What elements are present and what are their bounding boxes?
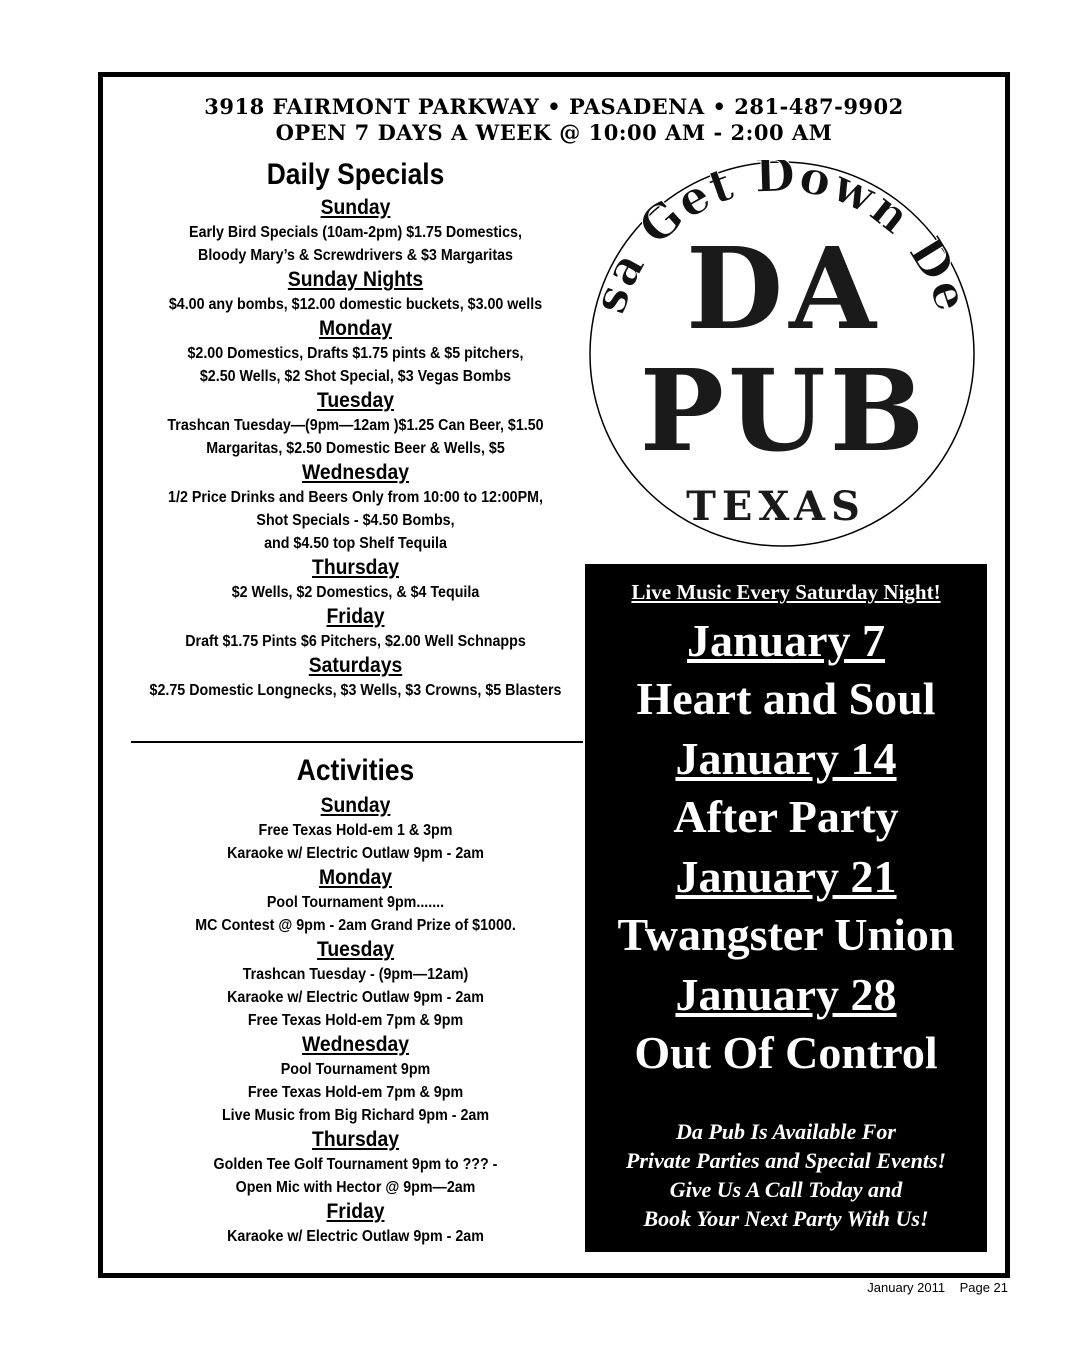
activities-line: Karaoke w/ Electric Outlaw 9pm - 2am [227,845,484,862]
activities-line: Free Texas Hold-em 1 & 3pm [258,822,453,839]
specials-day-heading: Thursday [312,556,399,579]
activities-line: MC Contest @ 9pm - 2am Grand Prize of $1000. [195,917,516,934]
activities-line: Pool Tournament 9pm....... [266,894,445,911]
specials-line: Trashcan Tuesday—(9pm—12am )$1.25 Can Beer, $1.50 [167,417,544,434]
activities-day-heading: Tuesday [317,938,394,961]
specials-day-heading: Friday [326,605,385,628]
specials-line: $2.75 Domestic Longnecks, $3 Wells, $3 Crowns, $5 Blasters [149,682,562,699]
event-band: Twangster Union [617,909,955,960]
activities-line: Live Music from Big Richard 9pm - 2am [221,1107,490,1124]
event-date: January 28 [675,969,897,1020]
page-footer [867,1280,1008,1295]
logo-da: DA [685,224,883,355]
private-party-line: Give Us A Call Today and [669,1177,903,1202]
specials-line: $2.50 Wells, $2 Shot Special, $3 Vegas Bombs [199,368,512,385]
event-date: January 14 [675,733,897,784]
specials-line: and $4.50 top Shelf Tequila [264,535,447,552]
activities-day-heading: Wednesday [301,1033,410,1056]
activities-day-heading: Sunday [320,794,391,817]
activities-line: Karaoke w/ Electric Outlaw 9pm - 2am [227,989,484,1006]
specials-line: $4.00 any bombs, $12.00 domestic buckets, $3.00 wells [168,296,543,313]
logo-texas: TEXAS [686,483,866,530]
section-divider [131,741,583,743]
live-music-panel [585,564,987,1252]
logo-arc-text: a Get Down De [593,160,976,320]
specials-line: Margaritas, $2.50 Domestic Beer & Wells, $5 [206,440,505,457]
private-party-line: Da Pub Is Available For [675,1119,896,1144]
specials-line: Shot Specials - $4.50 Bombs, [256,512,455,529]
hours-line: OPEN 7 DAYS A WEEK @ 10:00 AM - 2:00 AM [275,120,833,145]
activities-line: Trashcan Tuesday - (9pm—12am) [242,966,469,983]
da-pub-logo [588,160,976,548]
activities-line: Free Texas Hold-em 7pm & 9pm [247,1084,464,1101]
daily-specials-title: Daily Specials [266,158,445,191]
specials-day-heading: Saturdays [308,654,403,677]
address-line: 3918 FAIRMONT PARKWAY • PASADENA • 281-487-9902 [204,94,904,119]
specials-day-heading: Sunday Nights [287,268,424,291]
specials-line: $2.00 Domestics, Drafts $1.75 pints & $5 pitchers, [187,345,524,362]
specials-line: $2 Wells, $2 Domestics, & $4 Tequila [231,584,480,601]
activities-day-heading: Thursday [312,1128,399,1151]
specials-line: Early Bird Specials (10am-2pm) $1.75 Domestics, [189,224,522,241]
activities-line: Open Mic with Hector @ 9pm—2am [235,1179,476,1196]
event-date: January 21 [675,851,897,902]
private-party-line: Private Parties and Special Events! [625,1148,947,1173]
live-music-heading: Live Music Every Saturday Night! [631,580,941,604]
activities-day-heading: Monday [319,866,392,889]
activities-day-heading: Friday [326,1200,385,1223]
activities-list [103,793,608,1248]
specials-day-heading: Monday [319,317,392,340]
activities-section [103,749,608,1248]
event-band: After Party [673,791,899,842]
activities-line: Golden Tee Golf Tournament 9pm to ??? - [213,1156,498,1173]
activities-line: Pool Tournament 9pm [280,1061,431,1078]
specials-line: Bloody Mary’s & Screwdrivers & $3 Margaritas [198,247,513,264]
specials-line: 1/2 Price Drinks and Beers Only from 10:00 to 12:00PM, [168,489,543,506]
event-band: Heart and Soul [636,673,936,724]
logo-pub: PUB [639,346,929,477]
event-band: Out Of Control [634,1027,938,1078]
issue-date: January 2011 [867,1280,946,1295]
activities-line: Free Texas Hold-em 7pm & 9pm [247,1012,464,1029]
specials-list [103,195,608,702]
activities-line: Karaoke w/ Electric Outlaw 9pm - 2am [227,1228,484,1245]
event-date: January 7 [686,615,886,666]
activities-title: Activities [296,754,415,787]
specials-day-heading: Tuesday [317,389,394,412]
daily-specials-section [103,155,608,702]
page-number: Page 21 [959,1280,1008,1295]
specials-day-heading: Sunday [320,196,391,219]
private-party-line: Book Your Next Party With Us! [643,1206,929,1231]
specials-day-heading: Wednesday [301,461,410,484]
specials-line: Draft $1.75 Pints $6 Pitchers, $2.00 Well Schnapps [185,633,526,650]
